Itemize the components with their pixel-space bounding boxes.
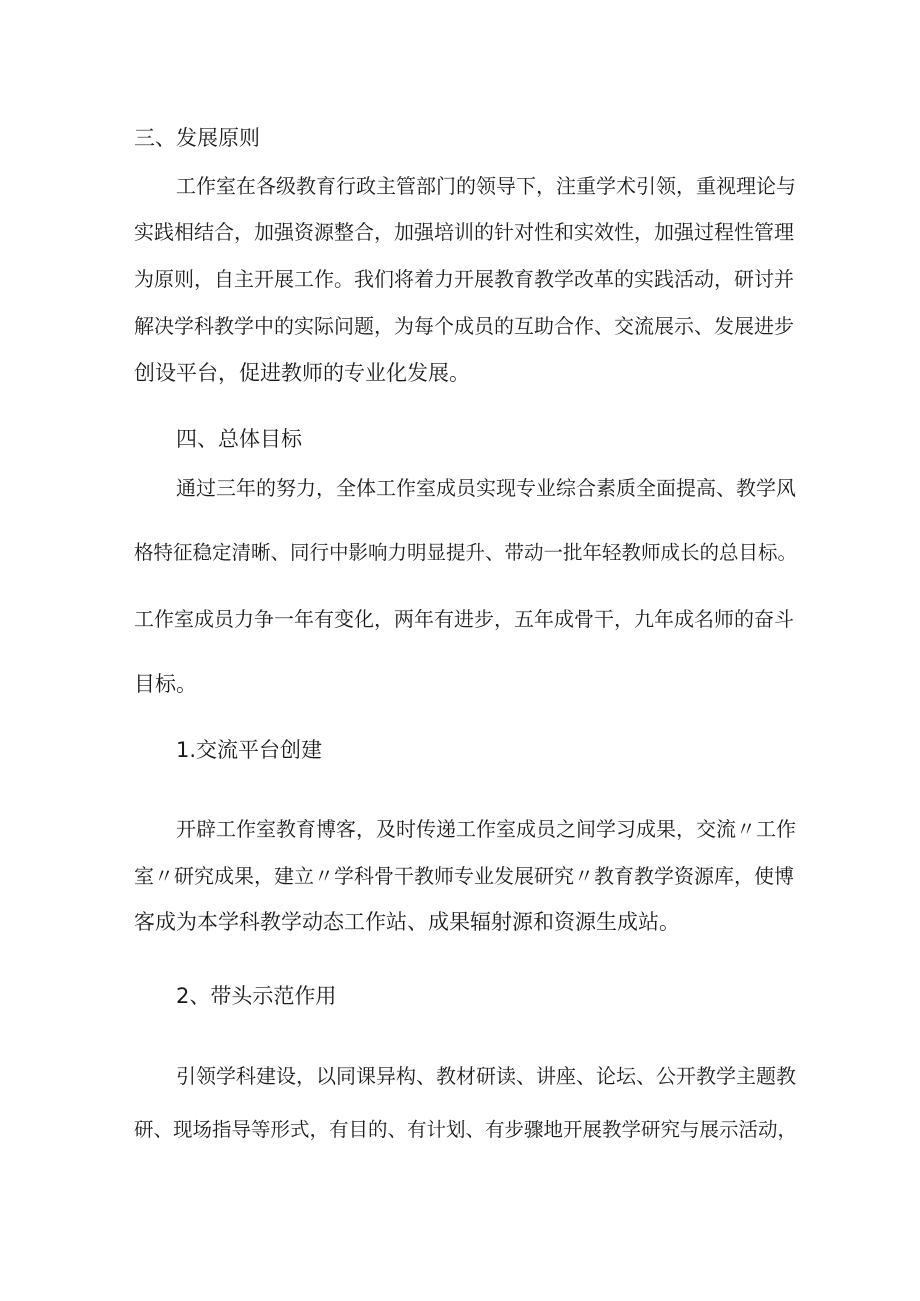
paragraph-line: 工作室在各级教育行政主管部门的领导下，注重学术引领，重视理论与 <box>176 174 796 198</box>
paragraph-line: 解决学科教学中的实际问题，为每个成员的互助合作、交流展示、发展进步 <box>134 314 794 338</box>
paragraph-line: 开辟工作室教育博客，及时传递工作室成员之间学习成果，交流〃工作 <box>176 817 796 841</box>
paragraph-line: 为原则，自主开展工作。我们将着力开展教育教学改革的实践活动，研讨并 <box>134 267 794 291</box>
paragraph-line: 实践相结合，加强资源整合，加强培训的针对性和实效性，加强过程性管理 <box>134 220 794 244</box>
item-heading-leading-demonstration: 2、带头示范作用 <box>176 984 337 1008</box>
paragraph-line: 引领学科建设，以同课异构、教材研读、讲座、论坛、公开教学主题教 <box>176 1064 796 1088</box>
paragraph-line: 通过三年的努力，全体工作室成员实现专业综合素质全面提高、教学风 <box>176 476 796 500</box>
paragraph-line: 室〃研究成果，建立〃学科骨干教师专业发展研究〃教育教学资源库，使博 <box>134 864 794 888</box>
paragraph-line: 格特征稳定清晰、同行中影响力明显提升、带动一批年轻教师成长的总目标。 <box>134 541 798 564</box>
paragraph-line: 研、现场指导等形式，有目的、有计划、有步骤地开展教学研究与展示活动， <box>134 1118 798 1141</box>
section-heading-overall-goals: 四、总体目标 <box>176 427 302 451</box>
paragraph-line: 目标。 <box>134 672 197 696</box>
section-heading-development-principles: 三、发展原则 <box>134 126 260 150</box>
paragraph-line: 创设平台，促进教师的专业化发展。 <box>134 361 470 385</box>
paragraph-line: 客成为本学科教学动态工作站、成果辐射源和资源生成站。 <box>134 910 680 934</box>
item-heading-exchange-platform: 1.交流平台创建 <box>176 738 323 762</box>
paragraph-line: 工作室成员力争一年有变化，两年有进步，五年成骨干，九年成名师的奋斗 <box>134 607 794 631</box>
